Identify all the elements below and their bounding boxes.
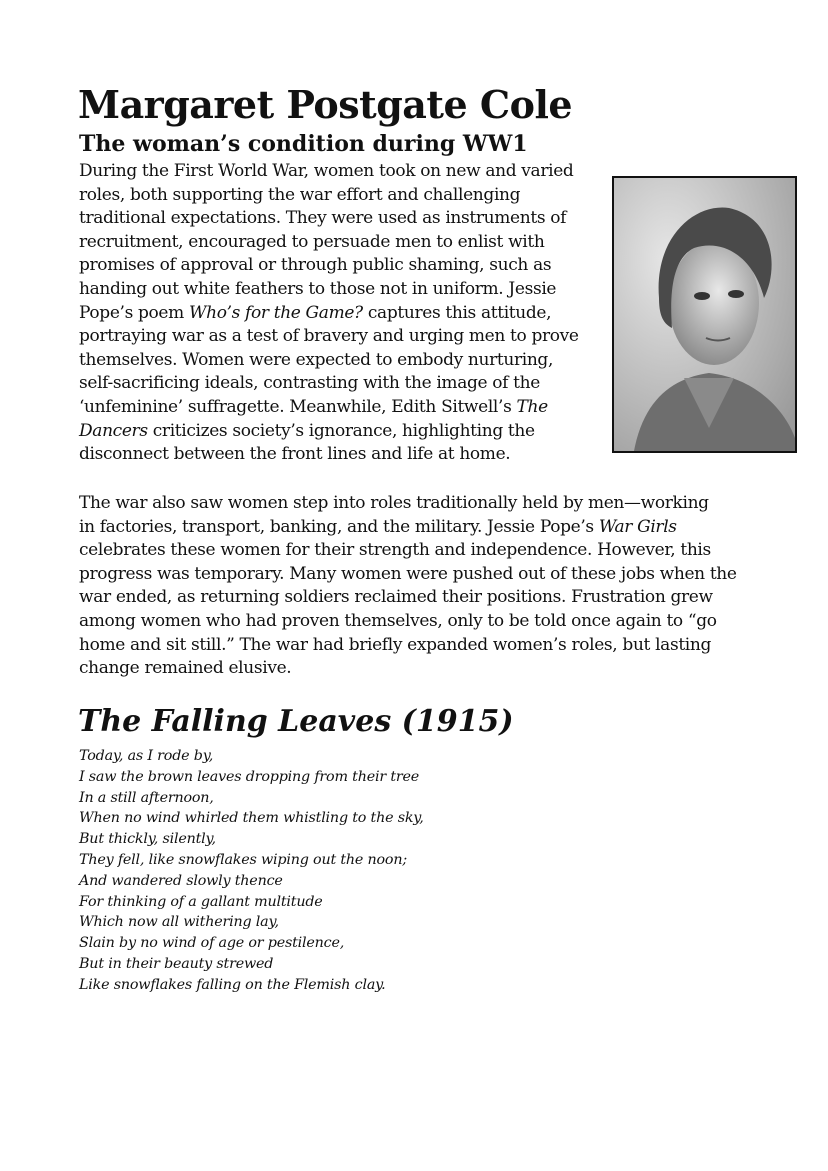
text-segment: portraying war as a test of bravery and urging men to prove — [79, 326, 579, 347]
paragraph-line — [79, 586, 737, 610]
text-segment: home and sit still.” The war had briefly expanded women’s roles, but lasting — [79, 634, 712, 655]
poem-line: Today, as I rode by, — [79, 748, 214, 764]
poem-line: Which now all withering lay, — [79, 914, 279, 931]
text-segment: recruitment, encouraged to persuade men to enlist with — [79, 231, 545, 252]
paragraph-line — [79, 420, 579, 444]
italic-work-title: Who’s for the Game? — [188, 302, 363, 323]
poem-line: In a still afternoon, — [79, 789, 214, 806]
poem-line: Like snowflakes falling on the Flemish clay. — [79, 976, 386, 993]
text-segment: change remained elusive. — [79, 658, 292, 679]
paragraph-line — [79, 207, 579, 231]
text-segment: During the First World War, women took on new and varied — [79, 161, 574, 181]
text-segment: war ended, as returning soldiers reclaimed their positions. Frustration grew — [79, 587, 713, 608]
paragraph-line — [79, 254, 579, 278]
text-segment: Pope’s poem — [79, 302, 189, 323]
poem-line: For thinking of a gallant multitude — [79, 893, 323, 910]
text-segment: celebrates these women for their strength and independence. However, this — [79, 540, 711, 561]
text-segment: in factories, transport, banking, and the military. Jessie Pope’s — [79, 516, 599, 537]
paragraph-line — [79, 443, 579, 467]
paragraph-line — [79, 325, 579, 349]
paragraph-line — [79, 657, 737, 681]
text-segment: criticizes society’s ignorance, highlighting the — [147, 420, 535, 441]
section-subtitle: The woman’s condition during WW1 — [79, 131, 528, 157]
poem-line: I saw the brown leaves dropping from their tree — [79, 768, 420, 785]
text-segment: handing out white feathers to those not in uniform. Jessie — [79, 278, 557, 299]
italic-work-title: War Girls — [598, 516, 677, 537]
paragraph-line — [79, 278, 579, 302]
poem-line: And wandered slowly thence — [79, 872, 283, 889]
text-segment: progress was temporary. Many women were pushed out of these jobs when the — [79, 563, 737, 584]
poem-line: But thickly, silently, — [79, 831, 216, 848]
paragraph-line — [79, 302, 579, 326]
text-segment: themselves. Women were expected to embody nurturing, — [79, 349, 554, 370]
portrait-photo — [612, 176, 797, 453]
paragraph-line — [79, 634, 737, 658]
poem-line: When no wind whirled them whistling to the sky, — [79, 810, 424, 827]
text-segment: disconnect between the front lines and life at home. — [79, 444, 511, 465]
paragraph-line — [79, 516, 737, 540]
text-segment: captures this attitude, — [362, 302, 552, 323]
paragraph-line — [79, 539, 737, 563]
poem-line: But in their beauty strewed — [79, 955, 274, 972]
paragraph-line — [79, 563, 737, 587]
text-segment: roles, both supporting the war effort and challenging — [79, 184, 521, 205]
paragraph-line — [79, 184, 579, 208]
poem-text — [79, 746, 424, 996]
text-segment: traditional expectations. They were used as instruments of — [79, 208, 567, 229]
text-segment: self-sacrificing ideals, contrasting with the image of the — [79, 373, 540, 394]
paragraph-line — [79, 372, 579, 396]
italic-work-title: Dancers — [79, 420, 148, 441]
text-segment: ‘unfeminine’ suffragette. Meanwhile, Edith Sitwell’s — [79, 396, 517, 417]
poem-title: The Falling Leaves (1915) — [78, 704, 514, 739]
paragraph-intro — [79, 160, 579, 467]
poem-line: Slain by no wind of age or pestilence, — [79, 935, 345, 952]
italic-work-title: The — [516, 396, 548, 417]
paragraph-line — [79, 492, 737, 516]
paragraph-work-roles — [79, 492, 737, 681]
poem-line: They fell, like snowflakes wiping out the noon; — [79, 851, 407, 868]
page-title: Margaret Postgate Cole — [78, 82, 573, 127]
text-segment: among women who had proven themselves, only to be told once again to “go — [79, 610, 717, 631]
paragraph-line — [79, 160, 579, 184]
text-segment: promises of approval or through public shaming, such as — [79, 255, 552, 276]
paragraph-line — [79, 231, 579, 255]
text-segment: The war also saw women step into roles traditionally held by men—working — [79, 493, 709, 513]
paragraph-line — [79, 610, 737, 634]
paragraph-line — [79, 396, 579, 420]
paragraph-line — [79, 349, 579, 373]
